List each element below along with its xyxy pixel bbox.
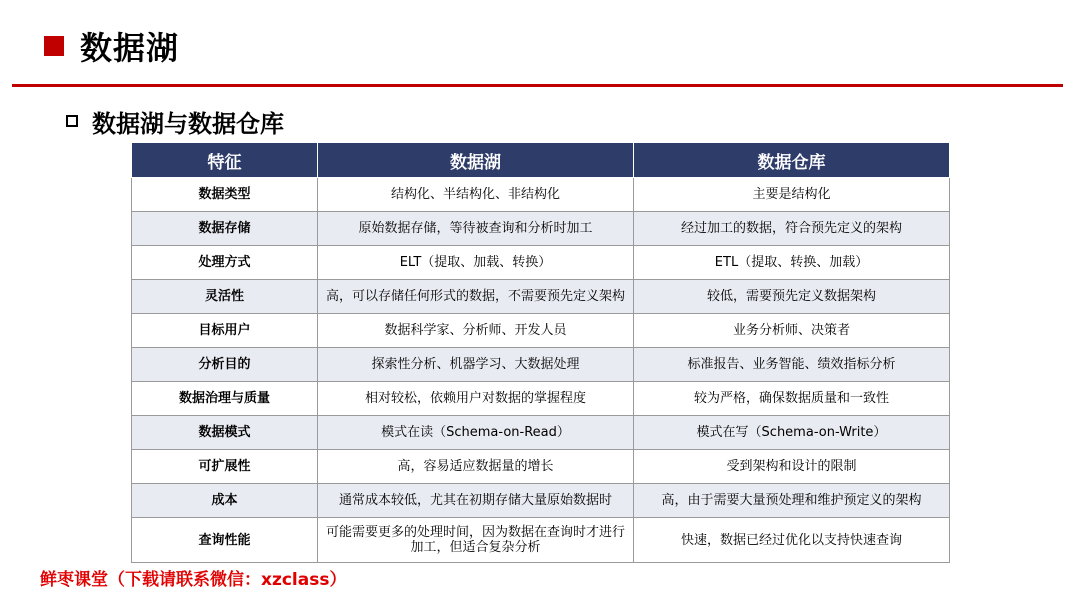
feature-cell: 灵活性: [132, 280, 318, 314]
data-warehouse-cell: 较为严格，确保数据质量和一致性: [634, 382, 950, 416]
data-lake-cell: 结构化、半结构化、非结构化: [318, 178, 634, 212]
subtitle-row: [66, 103, 284, 139]
data-lake-cell: 相对较松，依赖用户对数据的掌握程度: [318, 382, 634, 416]
table-row: [132, 518, 950, 563]
data-warehouse-cell: 经过加工的数据，符合预先定义的架构: [634, 212, 950, 246]
data-warehouse-cell: 模式在写（Schema-on-Write）: [634, 416, 950, 450]
feature-cell: 查询性能: [132, 518, 318, 563]
data-warehouse-cell: 快速，数据已经过优化以支持快速查询: [634, 518, 950, 563]
table-row: [132, 382, 950, 416]
data-lake-cell: 高，容易适应数据量的增长: [318, 450, 634, 484]
title-divider: [12, 84, 1063, 87]
feature-cell: 分析目的: [132, 348, 318, 382]
feature-cell: 数据治理与质量: [132, 382, 318, 416]
table-row: [132, 314, 950, 348]
feature-cell: 数据模式: [132, 416, 318, 450]
table-row: [132, 246, 950, 280]
table-row: [132, 348, 950, 382]
header-data-warehouse: 数据仓库: [634, 143, 950, 178]
feature-cell: 数据类型: [132, 178, 318, 212]
feature-cell: 目标用户: [132, 314, 318, 348]
table-row: [132, 212, 950, 246]
data-warehouse-cell: 主要是结构化: [634, 178, 950, 212]
data-lake-cell: 原始数据存储，等待被查询和分析时加工: [318, 212, 634, 246]
feature-cell: 处理方式: [132, 246, 318, 280]
data-lake-cell: 可能需要更多的处理时间，因为数据在查询时才进行加工，但适合复杂分析: [318, 518, 634, 563]
table-row: [132, 450, 950, 484]
data-lake-cell: 数据科学家、分析师、开发人员: [318, 314, 634, 348]
data-warehouse-cell: 高，由于需要大量预处理和维护预定义的架构: [634, 484, 950, 518]
feature-cell: 成本: [132, 484, 318, 518]
table-row: [132, 416, 950, 450]
data-lake-cell: 模式在读（Schema-on-Read）: [318, 416, 634, 450]
subtitle: 数据湖与数据仓库: [92, 109, 284, 138]
title-square-bullet: [44, 36, 64, 56]
data-lake-cell: 通常成本较低，尤其在初期存储大量原始数据时: [318, 484, 634, 518]
header-feature: 特征: [132, 143, 318, 178]
data-warehouse-cell: 标准报告、业务智能、绩效指标分析: [634, 348, 950, 382]
hollow-square-bullet: [66, 115, 78, 127]
slide-title-row: [44, 24, 179, 68]
table-row: [132, 178, 950, 212]
table-row: [132, 280, 950, 314]
data-lake-cell: 探索性分析、机器学习、大数据处理: [318, 348, 634, 382]
data-lake-cell: 高，可以存储任何形式的数据，不需要预先定义架构: [318, 280, 634, 314]
feature-cell: 可扩展性: [132, 450, 318, 484]
table-row: [132, 484, 950, 518]
data-warehouse-cell: 业务分析师、决策者: [634, 314, 950, 348]
data-warehouse-cell: ETL（提取、转换、加载）: [634, 246, 950, 280]
slide-title: 数据湖: [80, 29, 180, 67]
table-header-row: [132, 143, 950, 178]
footer-watermark-text: 鲜枣课堂（下载请联系微信：xzclass）: [40, 570, 347, 590]
data-warehouse-cell: 受到架构和设计的限制: [634, 450, 950, 484]
header-data-lake: 数据湖: [318, 143, 634, 178]
data-warehouse-cell: 较低，需要预先定义数据架构: [634, 280, 950, 314]
feature-cell: 数据存储: [132, 212, 318, 246]
data-lake-cell: ELT（提取、加载、转换）: [318, 246, 634, 280]
comparison-table: [131, 142, 950, 563]
